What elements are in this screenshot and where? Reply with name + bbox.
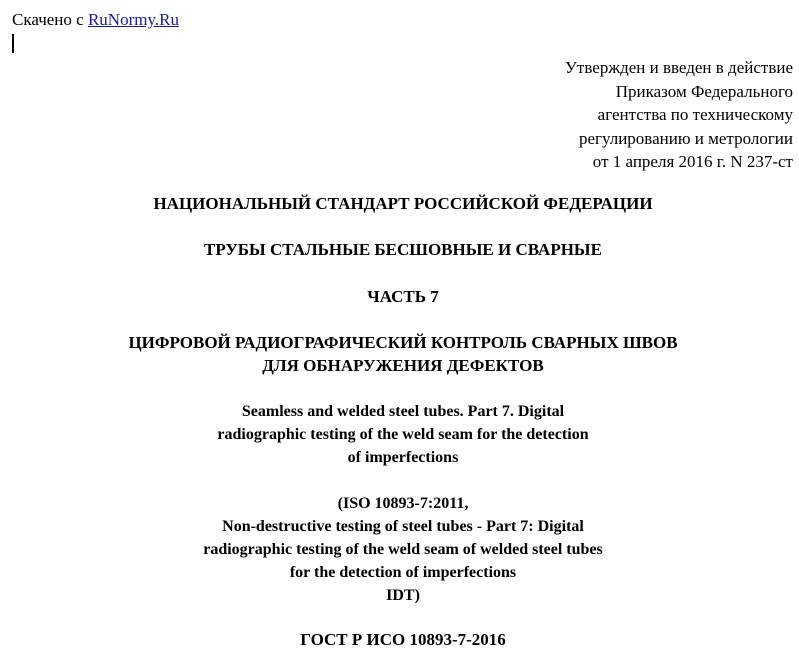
english-title-line: of imperfections	[347, 449, 459, 466]
part-heading: ЧАСТЬ 7	[367, 287, 439, 306]
iso-reference-line: for the detection of imperfections	[289, 564, 517, 581]
iso-reference	[0, 492, 799, 607]
source-prefix: Скачено с	[12, 10, 88, 29]
standard-name-heading	[0, 331, 799, 377]
approval-line: Приказом Федерального	[615, 81, 793, 101]
subject-heading: ТРУБЫ СТАЛЬНЫЕ БЕСШОВНЫЕ И СВАРНЫЕ	[204, 240, 602, 259]
standard-name-line: ДЛЯ ОБНАРУЖЕНИЯ ДЕФЕКТОВ	[262, 356, 544, 375]
source-link[interactable]: RuNormy.Ru	[87, 10, 179, 29]
source-line	[12, 9, 179, 31]
approval-line: от 1 апреля 2016 г. N 237-ст	[592, 152, 793, 171]
text-cursor	[12, 34, 14, 53]
approval-block	[565, 56, 793, 174]
approval-line: агентства по техническому	[597, 105, 793, 124]
standard-type-heading: НАЦИОНАЛЬНЫЙ СТАНДАРТ РОССИЙСКОЙ ФЕДЕРАЦИИ	[153, 194, 653, 213]
standard-designation: ГОСТ Р ИСО 10893-7-2016	[300, 630, 506, 649]
standard-name-line: ЦИФРОВОЙ РАДИОГРАФИЧЕСКИЙ КОНТРОЛЬ СВАРНЫХ ШВОВ	[128, 333, 678, 352]
english-title-line: radiographic testing of the weld seam for the detection	[217, 426, 589, 443]
english-title	[0, 400, 799, 469]
iso-reference-line: (ISO 10893-7:2011,	[337, 495, 469, 512]
iso-reference-line: radiographic testing of the weld seam of welded steel tubes	[203, 541, 603, 558]
approval-line: регулированию и метрологии	[578, 128, 793, 148]
approval-line: Утвержден и введен в действие	[564, 58, 793, 77]
english-title-line: Seamless and welded steel tubes. Part 7. Digital	[241, 403, 565, 420]
iso-reference-line: IDT)	[386, 587, 420, 604]
iso-reference-line: Non-destructive testing of steel tubes - Part 7: Digital	[222, 518, 584, 535]
